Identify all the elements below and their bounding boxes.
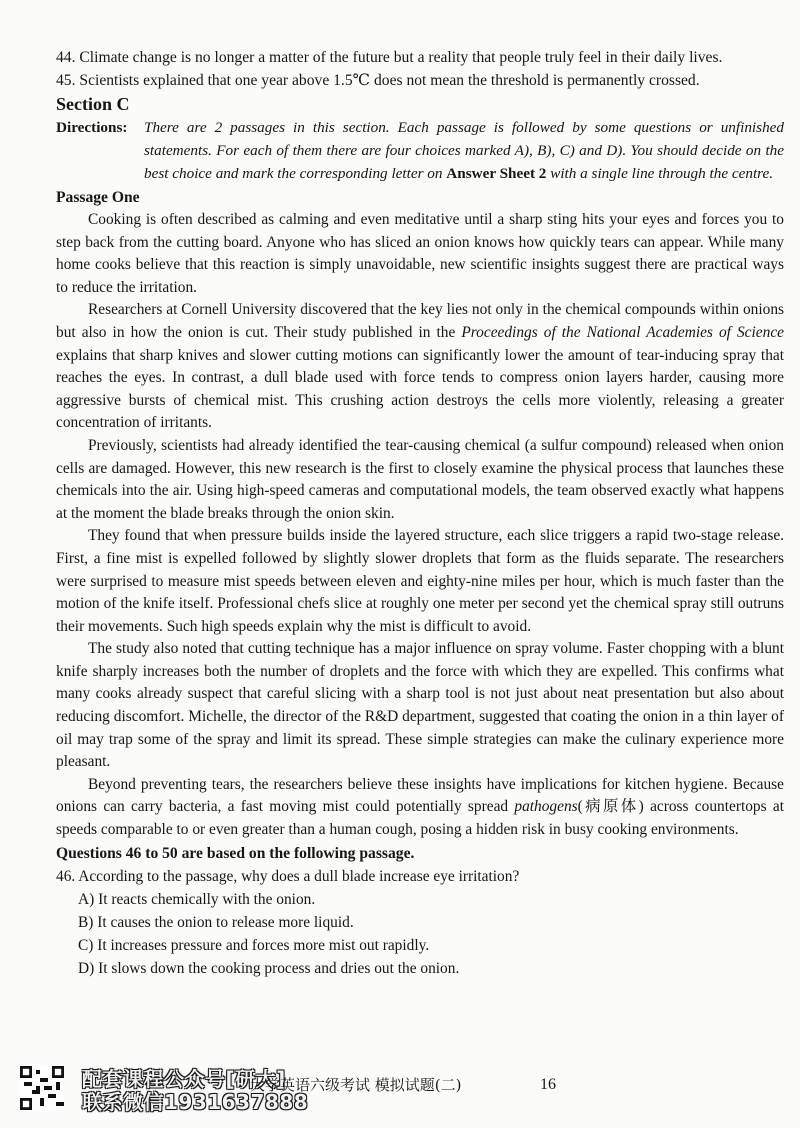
qr-code-icon <box>20 1066 64 1110</box>
passage-title: Passage One <box>56 189 140 206</box>
answer-line-45: 45. Scientists explained that one year above 1.5℃ does not mean the threshold is permanently crossed. <box>56 72 700 89</box>
paragraph-4: They found that when pressure builds inside the layered structure, each slice triggers a rapid two-stage release. First, a fine mist is expelled followed by slightly slower droplets that form as the fluids separate. The researchers were surprised to measure mist speeds between eleven and eighty-nine miles per hour, which is much faster than the motion of the knife itself. Professional chefs slice at roughly one meter per second yet the chemical spray still outruns their movements. Such high speeds explain why the mist is difficult to avoid. <box>56 527 784 635</box>
paragraph-2: Researchers at Cornell University discovered that the key lies not only in the chemical compounds within onions but also in how the onion is cut. Their study published in the Proceedings of the National Academies of Science explains that sharp knives and slower cutting motions can significantly lower the amount of tear-inducing spray that reaches the eyes. In contrast, a dull blade used with force tends to compress onion layers harder, causing more aggressive bursts of chemical mist. This crushing action destroys the cells more violently, releasing a greater concentration of irritants. <box>56 301 784 432</box>
page-footer <box>20 1064 780 1118</box>
watermark-line-1: 配套课程公众号[研大] <box>82 1067 286 1091</box>
questions-heading: Questions 46 to 50 are based on the following passage. <box>56 844 415 862</box>
option-a: A) It reacts chemically with the onion. <box>78 890 316 908</box>
paragraph-1: Cooking is often described as calming and even meditative until a sharp sting hits your eyes and forces you to step back from the cutting board. Anyone who has sliced an onion knows how quickly tears can appear. While many home cooks believe that this reaction is simply unavoidable, new scientific insights suggest there are practical ways to reduce the irritation. <box>56 211 784 296</box>
answer-sheet-ref: Answer Sheet 2 <box>446 165 547 182</box>
paragraph-6: Beyond preventing tears, the researchers believe these insights have implications for kitchen hygiene. Because onions can carry bacteria, a fast moving mist could potentially spread pathogens(病原体) across countertops at speeds comparable to or even greater than a human cough, posing a hidden risk in busy cooking environments. <box>56 775 784 839</box>
question-46: 46. According to the passage, why does a dull blade increase eye irritation? <box>56 867 520 885</box>
directions <box>56 116 784 185</box>
paragraph-3: Previously, scientists had already identified the tear-causing chemical (a sulfur compound) released when onion cells are damaged. However, this new research is the first to closely examine the physical process that launches these chemicals into the air. Using high-speed cameras and computational models, the team observed exactly what happens at the moment the blade breaks through the onion skin. <box>56 436 784 522</box>
option-c: C) It increases pressure and forces more mist out rapidly. <box>78 936 430 954</box>
exam-title: 大学英语六级考试 模拟试题(二) <box>250 1076 462 1094</box>
section-title: Section C <box>56 94 130 114</box>
directions-text: There are 2 passages in this section. Each passage is followed by some questions or unfinished statements. For each of them there are four choices marked A), B), C) and D). You should decide on the best choice and mark the corresponding letter on Answer Sheet 2 with a single line through the centre. <box>144 119 784 182</box>
paragraph-5: The study also noted that cutting technique has a major influence on spray volume. Faster chopping with a blunt knife sharply increases both the number of droplets and the force with which they are expelled. This confirms what many cooks already suspect that careful slicing with a sharp tool is not just about neat presentation but also about reducing discomfort. Michelle, the director of the R&D department, suggested that coating the onion in a thin layer of oil may trap some of the spray and limit its spread. These simple strategies can make the culinary experience more pleasant. <box>56 640 784 771</box>
option-d: D) It slows down the cooking process and dries out the onion. <box>78 959 460 977</box>
document-page <box>56 46 784 980</box>
answer-line-44: 44. Climate change is no longer a matter of the future but a reality that people truly feel in their daily lives. <box>56 49 723 66</box>
option-b: B) It causes the onion to release more liquid. <box>78 913 354 931</box>
directions-label: Directions: <box>56 119 128 136</box>
page-number: 16 <box>540 1076 556 1093</box>
watermark-line-2: 联系微信1931637888 <box>82 1090 309 1114</box>
